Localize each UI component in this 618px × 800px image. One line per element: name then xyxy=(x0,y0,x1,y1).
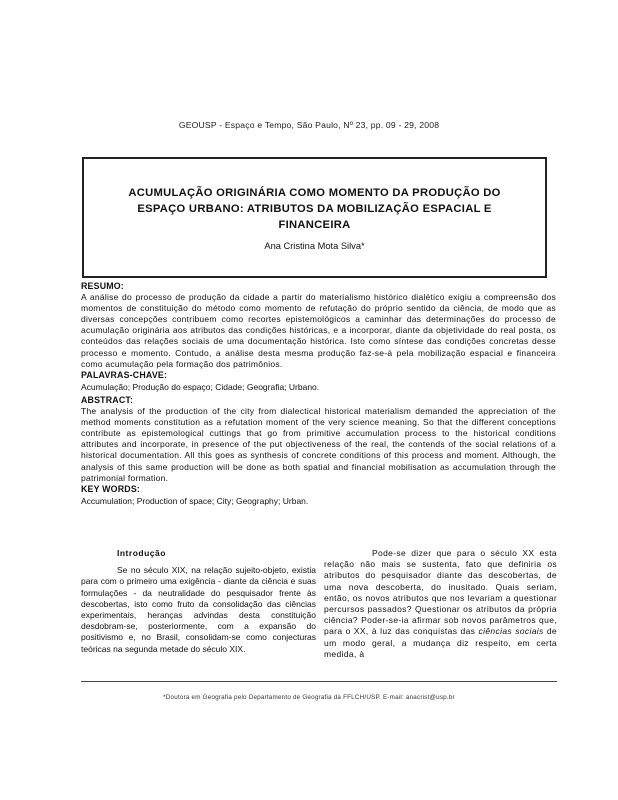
intro-right-text-before: Pode-se dizer que para o século XX esta relação não mais se sustenta, fato que definiria os atributos do pesquisador diante das descobertas, de uma nova descoberta, do inusitado. Quais seriam, então, os novos atributos que nos levariam a questionar percursos passados? Questionar os atributos da própria ciência? Poder-se-ia afirmar sob novos parâmetros que, para o XX, à luz das conquistas das xyxy=(324,548,557,637)
left-column xyxy=(81,548,316,655)
title-line-2: ESPAÇO URBANO: ATRIBUTOS DA MOBILIZAÇÃO ESPACIAL E xyxy=(137,203,492,215)
intro-right-text-after: de um modo geral, a mudança diz respeito, em certa medida, à xyxy=(324,626,557,659)
intro-right-paragraph xyxy=(324,548,557,660)
key-words-text: Accumulation; Production of space; City; Geography; Urban. xyxy=(81,495,309,506)
palavras-chave-text: Acumulação; Produção do espaço; Cidade; Geografia; Urbano. xyxy=(81,381,320,392)
author-name: Ana Cristina Mota Silva* xyxy=(264,241,365,251)
journal-header: GEOUSP - Espaço e Tempo, São Paulo, Nº 23, pp. 09 - 29, 2008 xyxy=(178,120,440,130)
resumo-heading: RESUMO: xyxy=(81,281,124,291)
key-words-heading: KEY WORDS: xyxy=(81,483,141,494)
intro-left-paragraph: Se no século XIX, na relação sujeito-objeto, existia para com o primeiro uma exigência - diante da ciência e suas formulações - da neutralidade do pesquisador frente às descobertas, isto como fruto da consolidação das ciências experimentais, heranças advindas desta constituição desdobram-se, posteriormente, com a expansão do positivismo e, no Brasil, consolidam-se como conjecturas teóricas na segunda metade do século XIX. xyxy=(81,565,316,654)
palavras-chave-heading: PALAVRAS-CHAVE: xyxy=(81,369,168,380)
resumo-text: A análise do processo de produção da cidade a partir do materialismo histórico dialético exigiu a compreensão dos momentos de constituição do método como momento de refutação do próprio sentido da ciência, de modo que as diversas concepções contribuem como recortes epistemológicos a caminhar das determinações do processo de acumulação originária aos atributos das condições históricas, e a incorporar, diante da objetividade do real posta, os conteúdos das relações sociais de uma documentação histórica. Isto como síntese das condições concretas desse processo e momento. Contudo, a análise desta mesma produção faz-se-á pela mobilização espacial e financeira como acumulação pela formação dos patrimônios. xyxy=(81,292,556,369)
intro-right-text-italic: ciências sociais xyxy=(478,626,544,637)
abstract-heading: ABSTRACT: xyxy=(81,394,134,405)
right-column xyxy=(324,548,557,660)
article-title xyxy=(84,185,545,233)
title-line-1: ACUMULAÇÃO ORIGINÁRIA COMO MOMENTO DA PRODUÇÃO DO xyxy=(128,187,501,199)
intro-heading: Introdução xyxy=(117,548,166,558)
abstract-area xyxy=(81,281,556,509)
footnote-divider xyxy=(81,681,557,682)
title-line-3: FINANCEIRA xyxy=(278,219,351,231)
abstract-text: The analysis of the production of the city from dialectical historical materialism demanded the appreciation of the method moments constitution as a refutation moment of the very science meaning. So that the different conceptions contribute as epistemological cuttings that go from primitive accumulation process to the historical conditions attributes and incorporate, in presence of the put objectiveness of the real, the contends of the social relations of a historical documentation. All this goes as synthesis of concrete conditions of this process and moment. Although, the analysis of this same production will be done as both spatial and financial mobilisation as accumulation through the patrimonial formation. xyxy=(81,406,556,483)
title-box xyxy=(82,157,547,278)
footnote: *Doutora em Geografia pelo Departamento de Geografia da FFLCH/USP. E-mail: anacrist@usp.br xyxy=(163,694,455,701)
